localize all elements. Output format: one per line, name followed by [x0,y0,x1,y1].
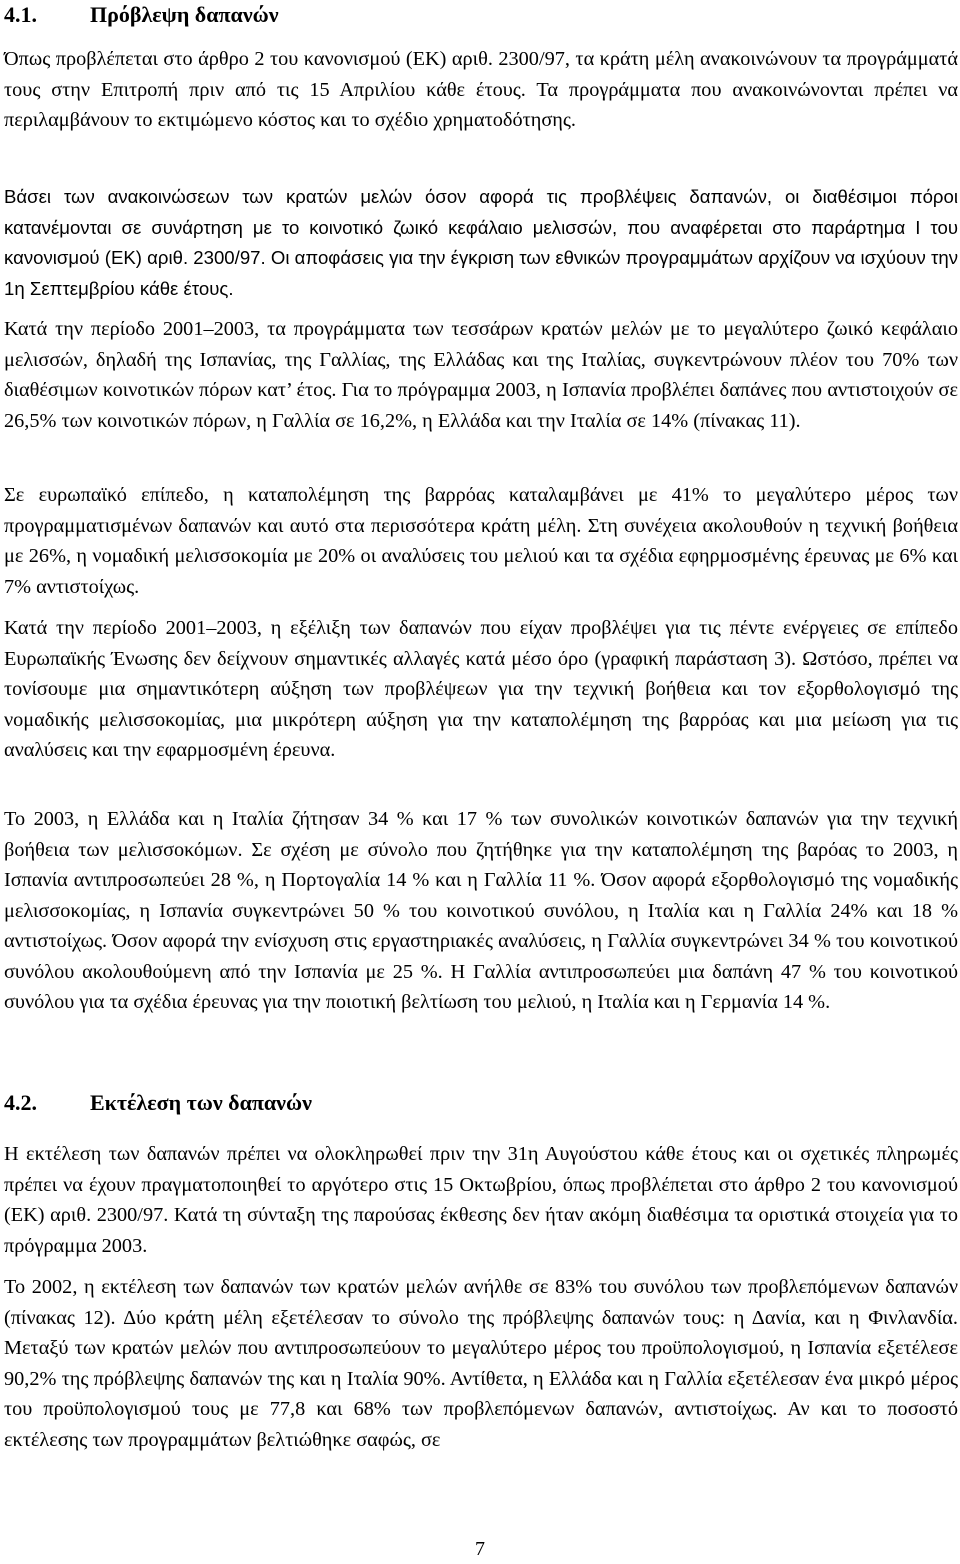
paragraph: Κατά την περίοδο 2001–2003, τα προγράμματα των τεσσάρων κρατών μελών με το μεγαλύτερο ζωικό κεφάλαιο μελισσών, δηλαδή της Ισπανίας, της Γαλλίας, της Ελλάδας και της Ιταλίας, συγκεντρώνουν πλέον του 70% των διαθέσιμων κοινοτικών πόρων κατ’ έτος. Για το πρόγραμμα 2003, η Ισπανία προβλέπει δαπάνες που αντιστοιχούν σε 26,5% των κοινοτικών πόρων, η Γαλλία σε 16,2%, η Ελλάδα και την Ιταλία σε 14% (πίνακας 11). [4,318,958,432]
paragraph: Βάσει των ανακοινώσεων των κρατών μελών όσον αφορά τις προβλέψεις δαπανών, οι διαθέσιμοι πόροι κατανέμονται σε συνάρτηση με το κοινοτικό ζωικό κεφάλαιο μελισσών, που αναφέρεται στο παράρτημα Ι του κανονισμού (ΕΚ) αριθ. 2300/97. Οι αποφάσεις για την έγκριση των εθνικών προγραμμάτων αρχίζουν να ισχύουν την 1η Σεπτεμβρίου κάθε έτους. [4,186,958,299]
section-heading-4-2 [4,1090,312,1116]
paragraph: Το 2003, η Ελλάδα και η Ιταλία ζήτησαν 34 % και 17 % των συνολικών κοινοτικών δαπανών για την τεχνική βοήθεια των μελισσοκόμων. Σε σχέση με σύνολο που ζητήθηκε για την καταπολέμηση της βαρόας το 2003, η Ισπανία αντιπροσωπεύει 28 %, η Πορτογαλία 14 % και η Γαλλία 11 %. Όσον αφορά εξορθολογισμό της νομαδικής μελισσοκομίας, η Ισπανία συγκεντρώνει 50 % του κοινοτικού συνόλου, η Ιταλία και η Γαλλία 24% και 18 % αντιστοίχως. Όσον αφορά την ενίσχυση στις εργαστηριακές αναλύσεις, η Γαλλία συγκεντρώνει 34 % του κοινοτικού συνόλου ακολουθούμενη από την Ισπανία με 25 %. Η Γαλλία αντιπροσωπεύει μια δαπάνη 47 % του κοινοτικού συνόλου για τα σχέδια έρευνας για την ποιοτική βελτίωση του μελιού, η Ιταλία και η Γερμανία 14 %. [4,808,958,1013]
section-heading-4-1 [4,2,279,28]
section-title: Πρόβλεψη δαπανών [90,2,279,27]
section-number: 4.1. [4,2,37,27]
section-number: 4.2. [4,1090,37,1115]
page-number: 7 [475,1538,485,1560]
paragraph: Σε ευρωπαϊκό επίπεδο, η καταπολέμηση της βαρρόας καταλαμβάνει με 41% το μεγαλύτερο μέρος των προγραμματισμένων δαπανών και αυτό στα περισσότερα κράτη μέλη. Στη συνέχεια ακολουθούν η τεχνική βοήθεια με 26%, η νομαδική μελισσοκομία με 20% οι αναλύσεις του μελιού και τα σχέδια εφηρμοσμένης έρευνας με 6% και 7% αντιστοίχως. [4,484,958,598]
paragraph: Η εκτέλεση των δαπανών πρέπει να ολοκληρωθεί πριν την 31η Αυγούστου κάθε έτους και οι σχετικές πληρωμές πρέπει να έχουν πραγματοποιηθεί το αργότερο στις 15 Οκτωβρίου, όπως προβλέπεται στο άρθρο 2 του κανονισμού (ΕΚ) αριθ. 2300/97. Κατά τη σύνταξη της παρούσας έκθεσης δεν ήταν ακόμη διαθέσιμα τα οριστικά στοιχεία για το πρόγραμμα 2003. [4,1143,958,1257]
paragraph: Το 2002, η εκτέλεση των δαπανών των κρατών μελών ανήλθε σε 83% του συνόλου των προβλεπόμενων δαπανών (πίνακας 12). Δύο κράτη μέλη εξετέλεσαν το σύνολο της πρόβλεψης δαπανών τους: η Δανία, και η Φινλανδία. Μεταξύ των κρατών μελών που αντιπροσωπεύουν το μεγαλύτερο μέρος του προϋπολογισμού, η Ισπανία εξετέλεσε 90,2% της πρόβλεψης δαπανών της και η Ιταλία 90%. Αντίθετα, η Ελλάδα και η Γαλλία εξετέλεσαν ένα μικρό μέρος του προϋπολογισμού τους με 77,8 και 68% των προβλεπόμενων δαπανών, αντιστοίχως. Αν και το ποσοστό εκτέλεσης των προγραμμάτων βελτιώθηκε σαφώς, σε [4,1276,958,1451]
paragraph: Κατά την περίοδο 2001–2003, η εξέλιξη των δαπανών που είχαν προβλέψει για τις πέντε ενέργειες σε επίπεδο Ευρωπαϊκής Ένωσης δεν δείχνουν σημαντικές αλλαγές κατά μέσο όρο (γραφική παράσταση 3). Ωστόσο, πρέπει να τονίσουμε μια σημαντικότερη αύξηση των προβλέψεων για την τεχνική βοήθεια και τον εξορθολογισμό της νομαδικής μελισσοκομίας, μια μικρότερη αύξηση για την καταπολέμηση της βαρρόας και μια μείωση για τις αναλύσεις και την εφαρμοσμένη έρευνα. [4,617,958,761]
paragraph: Όπως προβλέπεται στο άρθρο 2 του κανονισμού (ΕΚ) αριθ. 2300/97, τα κράτη μέλη ανακοινώνουν τα προγράμματά τους στην Επιτροπή πριν από τις 15 Απριλίου κάθε έτους. Τα προγράμματα που ανακοινώνονται πρέπει να περιλαμβάνουν το εκτιμώμενο κόστος και το σχέδιο χρηματοδότησης. [4,48,958,131]
section-title: Εκτέλεση των δαπανών [90,1090,312,1115]
